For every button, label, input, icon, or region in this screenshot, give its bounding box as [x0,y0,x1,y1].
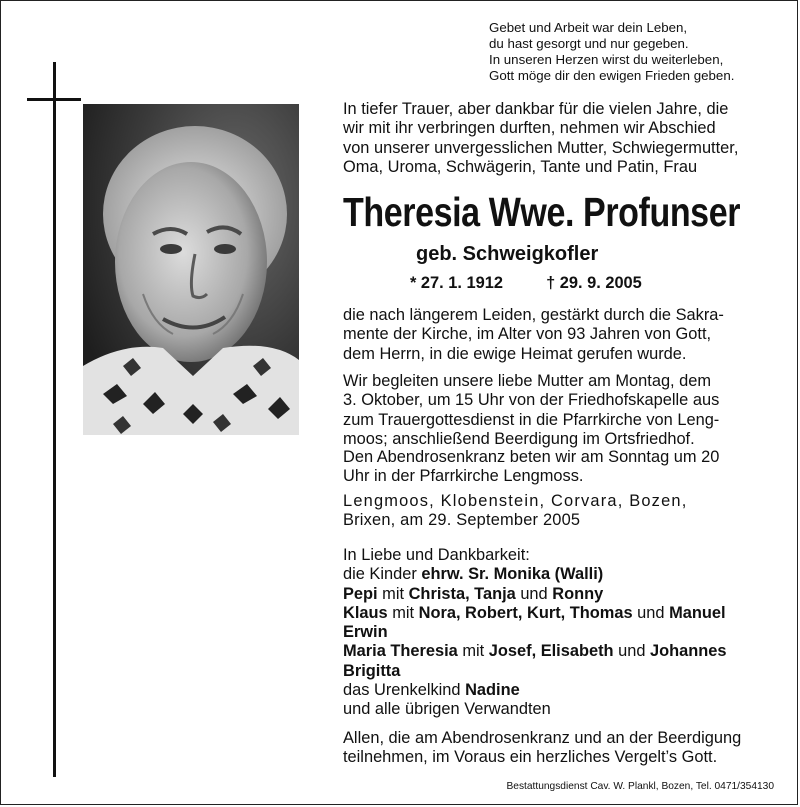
verse-line: Gott möge dir den ewigen Frieden geben. [489,68,735,83]
memorial-verse [489,20,779,84]
family-line: Erwin [343,623,388,642]
family-line: Brigitta [343,661,401,680]
family-line: Klaus mit Nora, Robert, Kurt, Thomas und Manuel [343,603,726,622]
deceased-name: Theresia Wwe. Profunser [343,189,741,235]
passing-paragraph: die nach längerem Leiden, gestärkt durch die Sakra- mente der Kirche, im Alter von 93 Jahren von Gott, dem Herrn, in die ewige Heimat gerufen wurde. [343,306,724,363]
thanks-paragraph: Allen, die am Abendrosenkranz und an der Beerdigung teilnehmen, im Voraus ein herzliches Vergelt’s Gott. [343,729,742,767]
family-line: Maria Theresia mit Josef, Elisabeth und Johannes [343,642,727,661]
birth-name: geb. Schweigkofler [416,243,599,265]
family-line: Pepi mit Christa, Tanja und Ronny [343,584,604,603]
verse-line: In unseren Herzen wirst du weiterleben, [489,52,724,67]
place-date: Lengmoos, Klobenstein, Corvara, Bozen, Brixen, am 29. September 2005 [343,492,688,530]
funeral-paragraph: Wir begleiten unsere liebe Mutter am Montag, dem 3. Oktober, um 15 Uhr von der Friedhofskapelle aus zum Trauergottesdienst in die Pfarrkirche von Leng- moos; anschließend Beerdigung im Ortsfriedhof. [343,372,720,448]
birth-date: * 27. 1. 1912 [410,274,503,292]
family-line: und alle übrigen Verwandten [343,700,551,719]
intro-paragraph: In tiefer Trauer, aber dankbar für die vielen Jahre, die wir mit ihr verbringen durften, nehmen wir Abschied von unserer unvergesslichen Mutter, Schwiegermutter, Oma, Uroma, Schwägerin, Tante und Patin, Frau [343,100,739,176]
portrait-photo [83,104,299,435]
family-list [343,546,771,720]
family-line: die Kinder ehrw. Sr. Monika (Walli) [343,565,604,584]
family-heading: In Liebe und Dankbarkeit: [343,546,530,564]
death-date: † 29. 9. 2005 [546,274,642,292]
family-line: das Urenkelkind Nadine [343,681,520,700]
verse-line: Gebet und Arbeit war dein Leben, [489,20,688,35]
funeral-service-credit: Bestattungsdienst Cav. W. Plankl, Bozen, Tel. 0471/354130 [506,781,774,792]
rosary-paragraph: Den Abendrosenkranz beten wir am Sonntag um 20 Uhr in der Pfarrkirche Lengmoss. [343,448,720,486]
verse-line: du hast gesorgt und nur gegeben. [489,36,689,51]
life-dates [410,274,710,293]
